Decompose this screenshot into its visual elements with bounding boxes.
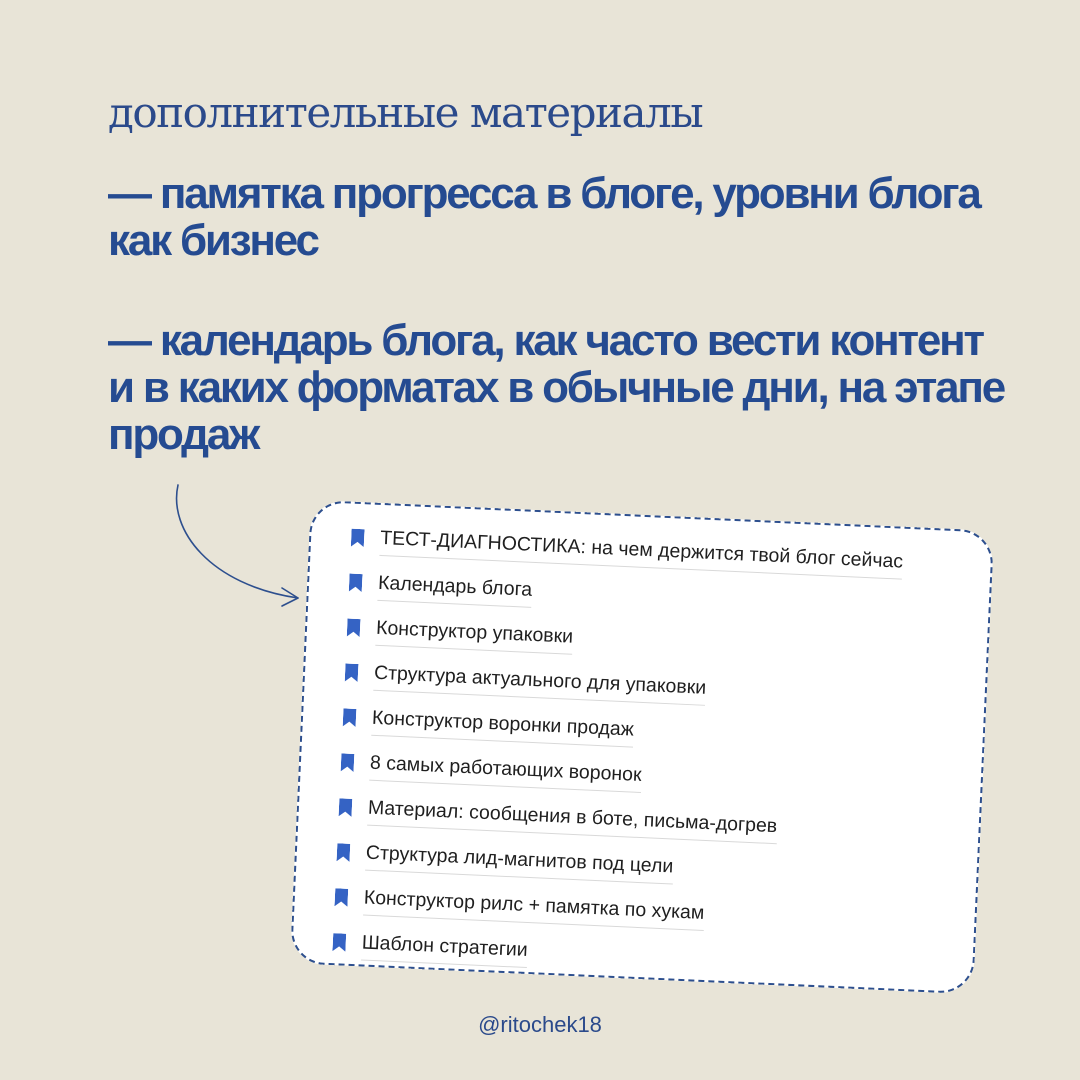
- item-label: Материал: сообщения в боте, письма-догрев: [367, 797, 778, 845]
- materials-list: [291, 502, 992, 1004]
- bookmark-icon: [347, 619, 361, 638]
- item-label: ТЕСТ-ДИАГНОСТИКА: на чем держится твой блог сейчас: [379, 527, 903, 580]
- bookmark-icon: [349, 574, 363, 593]
- point-blog-calendar: — календарь блога, как часто вести контент и в каких форматах в обычные дни, на этапе продаж: [108, 316, 1005, 459]
- item-label: Конструктор воронки продаж: [371, 707, 634, 748]
- author-handle[interactable]: @ritochek18: [478, 1012, 602, 1037]
- curved-arrow-icon: [150, 475, 310, 615]
- item-label: Шаблон стратегии: [361, 932, 528, 969]
- bookmark-icon: [334, 888, 348, 907]
- bookmark-icon: [332, 933, 346, 952]
- item-label: Календарь блога: [377, 572, 532, 608]
- item-label: Структура лид-магнитов под цели: [365, 842, 674, 885]
- bookmark-icon: [345, 663, 359, 682]
- bookmark-icon: [337, 843, 351, 862]
- point-progress-memo: — памятка прогресса в блоге, уровни блога как бизнес: [108, 169, 980, 265]
- item-label: Конструктор рилс + памятка по хукам: [363, 887, 705, 931]
- bookmark-icon: [341, 753, 355, 772]
- item-label: Структура актуального для упаковки: [373, 662, 706, 706]
- bookmark-icon: [343, 708, 357, 727]
- item-label: Конструктор упаковки: [375, 617, 573, 655]
- materials-card: [290, 500, 994, 995]
- section-heading: дополнительные материалы: [108, 88, 703, 137]
- item-label: 8 самых работающих воронок: [369, 752, 642, 793]
- bookmark-icon: [351, 529, 365, 548]
- bookmark-icon: [339, 798, 353, 817]
